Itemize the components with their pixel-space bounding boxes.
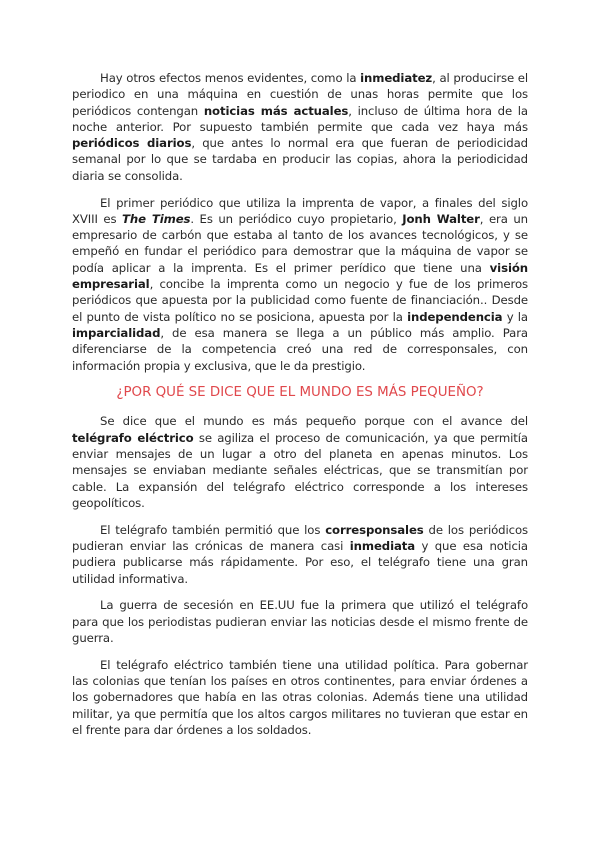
text-run: de los periódicos pudieran enviar las crónicas de manera casi [72,522,528,553]
document-page [72,70,528,749]
text-run: . Es un periódico cuyo propietario, [190,211,403,226]
text-run: , concibe la imprenta como un negocio y fue de los primeros periódicos que apuesta por la publicidad como fuente de financiación.. Desde el punto de vista político no se posiciona, apuesta por la [72,277,528,324]
bold-term: telégrafo eléctrico [72,430,194,445]
text-run: La guerra de secesión en EE.UU fue la primera que utilizó el telégrafo para que los periodistas pudieran enviar las noticias desde el mismo frente de guerra. [72,598,528,645]
text-run: El primer periódico que utiliza la imprenta de vapor, a finales del siglo XVIII es [72,195,528,226]
paragraph-inmediatez [72,70,528,184]
paragraph-utilidad-politica [72,657,528,738]
bold-term: imparcialidad [72,325,161,340]
text-run: , que antes lo normal era que fueran de periodicidad semanal por lo que se tardaba en producir las copias, ahora la periodicidad diaria se consolida. [72,136,528,183]
bold-term: independencia [407,309,503,324]
bold-term: noticias más actuales [203,103,349,118]
text-run: , de esa manera se llega a un público más amplio. Para diferenciarse de la competencia creó una red de corresponsales, con información propia y exclusiva, que le da prestigio. [72,325,528,373]
text-run: , incluso de última hora de la noche anterior. Por supuesto también permite que cada vez haya más [72,103,528,134]
bold-term: Jonh Walter [402,211,480,226]
text-run: Hay otros efectos menos evidentes, como la [100,71,361,85]
text-run: y la [502,309,528,324]
bold-term: periódicos diarios [72,136,192,151]
bold-term: corresponsales [325,522,424,537]
text-run: se agiliza el proceso de comunicación, ya que permitía enviar mensajes de un lugar a otro del planeta en apenas minutos. Los mensajes se enviaban mediante señales eléctricas, que se transmitían por cable. La expansión del telégrafo eléctrico corresponde a los intereses geopolíticos. [72,430,528,510]
bold-term: visión empresarial [72,260,528,292]
paragraph-the-times [72,195,528,374]
bold-term: inmediata [349,538,416,553]
text-run: , al producirse el periodico en una máquina en cuestión de unas horas permite que los periódicos contengan [72,71,529,118]
paragraph-corresponsales [72,522,528,587]
bold-term: inmediatez [360,71,433,85]
section-heading: ¿POR QUÉ SE DICE QUE EL MUNDO ES MÁS PEQUEÑO? [116,385,484,401]
bold-italic-term: The Times [122,211,191,226]
text-run: El telégrafo también permitió que los [100,522,326,537]
text-run: , era un empresario de carbón que estaba al tanto de los avances tecnológicos, y se empeñó en fundar el periódico para demostrar que la máquina de vapor se podía aplicar a la imprenta. Es el primer perídico que tiene una [72,211,528,275]
paragraph-telegrafo [72,413,528,511]
text-run: y que esa noticia pudiera publicarse más rápidamente. Por eso, el telégrafo tiene una gran utilidad informativa. [72,538,528,586]
paragraph-guerra-secesion [72,597,528,646]
text-run: El telégrafo eléctrico también tiene una utilidad política. Para gobernar las colonias que tenían los países en otros continentes, para enviar órdenes a los gobernadores que había en las otras colonias. Además tiene una utilidad militar, ya que permitía que los altos cargos militares no tuvieran que estar en el frente para dar órdenes a los soldados. [72,657,528,737]
text-run: Se dice que el mundo es más pequeño porque con el avance del [100,414,528,429]
